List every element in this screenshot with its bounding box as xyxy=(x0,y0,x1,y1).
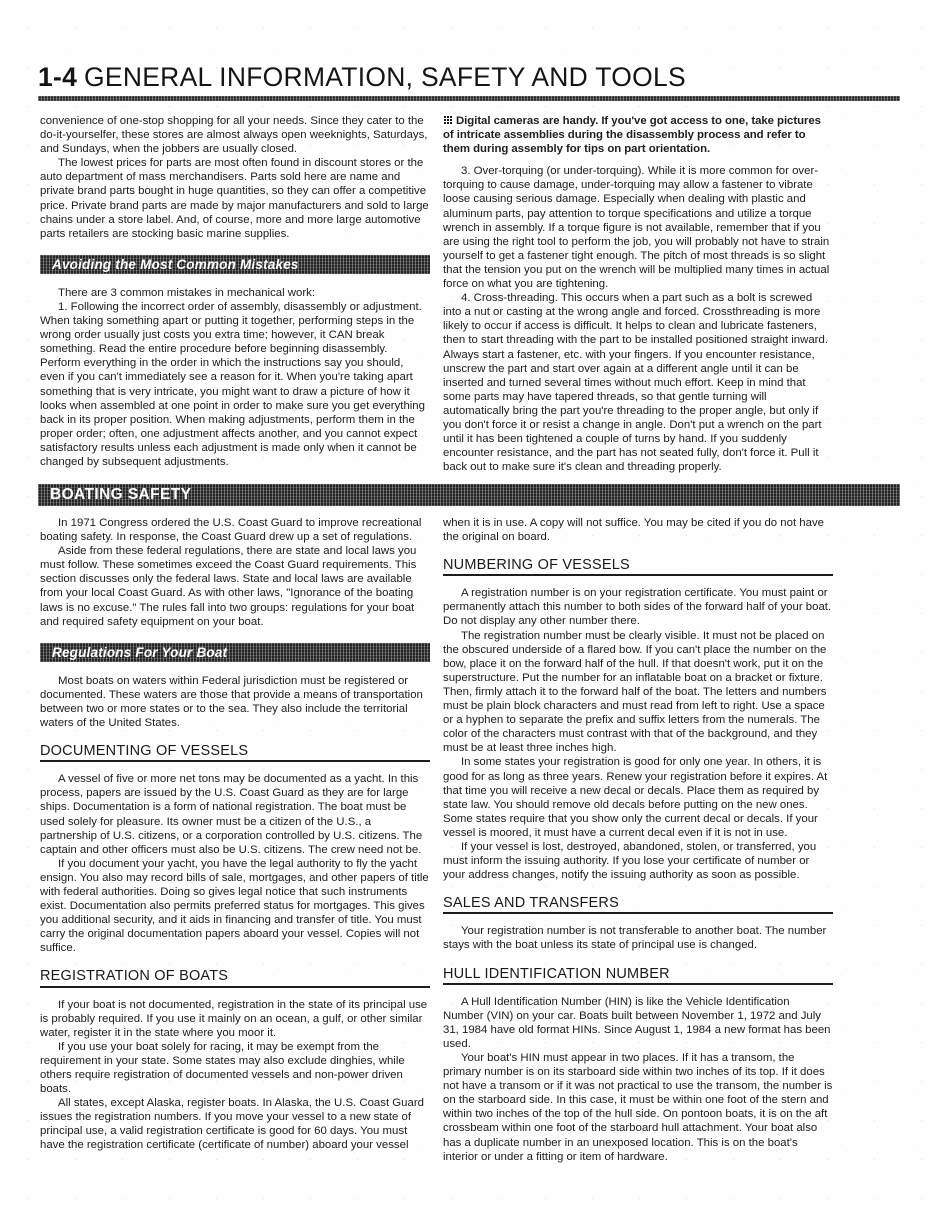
paragraph-documenting-2: If you document your yacht, you have the legal authority to fly the yacht ensign. You also may record bills of sale, mortgages, and other papers of title with federal authorities. Doing so gives legal notice that such instruments exist. Documentation also permits preferred status for mortgages. This gives you additional security, and it aids in financing and transfer of title. You must carry the original documentation papers aboard your vessel. Copies will not suffice. xyxy=(40,857,429,955)
page-header xyxy=(38,62,898,101)
paragraph-regulations-1: Most boats on waters within Federal jurisdiction must be registered or documented. These waters are those that provide a means of transportation between two or more states or to the sea. They also include the territorial waters of the United States. xyxy=(40,674,423,730)
heading-hull-identification-number: HULL IDENTIFICATION NUMBER xyxy=(443,967,833,985)
heading-registration-of-boats: REGISTRATION OF BOATS xyxy=(40,969,430,987)
paragraph-mistake-1: 1. Following the incorrect order of assembly, disassembly or adjustment. When taking something apart or putting it together, performing steps in the wrong order usually just costs you extra time; however, it CAN break something. Read the entire procedure before beginning disassembly. Perform everything in the order in which the instructions say you should, even if you can't immediately see a reason for it. When you're taking apart something that is very intricate, you might want to draw a picture of how it looks when assembled at one point in order to make sure you get everything back in its proper position. When making adjustments, perform them in the proper order; often, one adjustment affects another, and you cannot expect satisfactory results unless each adjustment is made only when it cannot be changed by subsequent adjustments. xyxy=(40,300,425,468)
paragraph-numbering-2: The registration number must be clearly visible. It must not be placed on the obscured underside of a flared bow. If you can't place the number on the bow, place it on the forward half of the hull. If that doesn't work, put it on the superstructure. Put the number for an inflatable boat on a bracket or fixture. Then, firmly attach it to the forward half of the boat. The letters and numbers must be plain block characters and must read from left to right. Use a space or a hyphen to separate the prefix and suffix letters from the numerals. The color of the characters must contrast with that of the background, and they must be at least three inches high. xyxy=(443,629,827,755)
heading-sales-and-transfers: SALES AND TRANSFERS xyxy=(443,896,833,914)
page-title xyxy=(38,62,881,93)
paragraph-registration-carryover: when it is in use. A copy will not suffice. You may be cited if you do not have the original on board. xyxy=(443,517,824,544)
paragraph-numbering-3: In some states your registration is good for only one year. In others, it is good for as long as three years. Renew your registration before it expires. At that time you will receive a new decal or decals. Place them as required by state law. You should remove old decals before putting on the new ones. Some states require that you show only the current decal or decals. If your vessel is moored, it must have a current decal even if it is not in use. xyxy=(443,756,828,839)
paragraph-boating-safety-1: In 1971 Congress ordered the U.S. Coast Guard to improve recreational boating safety. In response, the Coast Guard drew up a set of regulations. xyxy=(40,517,422,544)
paragraph-hull-2: Your boat's HIN must appear in two places. If it has a transom, the primary number is on its starboard side within two inches of its top. If it does not have a transom or if it was not practical to use the transom, the number is on the starboard side. In this case, it must be within one foot of the stern and within two inches of the top of the hull side. On pontoon boats, it is on the aft crossbeam within one foot of the starboard hull attachment. Your boat also has a duplicate number in an unexposed location. This is on the boat's interior or under a fitting or item of hardware. xyxy=(443,1052,833,1163)
right-column-upper xyxy=(443,114,833,474)
heading-numbering-of-vessels: NUMBERING OF VESSELS xyxy=(443,558,833,576)
tip-digital-cameras xyxy=(443,114,833,156)
paragraph-mistake-4: 4. Cross-threading. This occurs when a part such as a bolt is screwed into a nut or casting at the wrong angle and forced. Crossthreading is more likely to occur if access is difficult. It helps to clean and lubricate fasteners, then to start threading with the part to be installed positioned straight inward. Always start a fastener, etc. with your fingers. If you encounter resistance, unscrew the part and start over again at a different angle until it can be inserted and turned several times without much effort. Keep in mind that some parts may have tapered threads, so that gentle turning will automatically bring the part you're threading to the proper angle, but only if you don't force it or resist a change in angle. Don't put a wrench on the part until it has been tightened a couple of turns by hand. If you suddenly encounter resistance, and the part has not seated fully, don't force it. Pull it back out to make sure it's clean and threading properly. xyxy=(443,292,828,474)
left-column-upper xyxy=(40,114,430,469)
paragraph-numbering-1: A registration number is on your registration certificate. You must paint or permanently attach this number to both sides of the forward half of your boat. Do not display any other number there. xyxy=(443,587,832,628)
paragraph-hull-1: A Hull Identification Number (HIN) is like the Vehicle Identification Number (VIN) on your car. Boats built between November 1, 1972 and July 31, 1984 have old format HINs. Since August 1, 1984 a new format has been used. xyxy=(443,995,831,1050)
banner-avoiding-mistakes xyxy=(40,255,430,274)
paragraph-mistake-3: 3. Over-torquing (or under-torquing). While it is more common for over-torquing to cause damage, under-torquing may allow a fastener to vibrate loose causing serious damage. Especially when dealing with plastic and aluminum parts, pay attention to torque specifications and utilize a torque wrench in assembly. If a torque figure is not available, remember that if you are using the right tool to perform the job, you will probably not have to strain yourself to get a fastener tight enough. The pitch of most threads is so slight that the tension you put on the wrench will be multiplied many times in actual force on what you are tightening. xyxy=(443,165,830,291)
paragraph-boating-safety-2: Aside from these federal regulations, there are state and local laws you must follow. These sometimes exceed the Coast Guard requirements. This section discusses only the federal laws. State and local laws are available from your local Coast Guard. As with other laws, "Ignorance of the boating laws is no excuse." The rules fall into two groups: regulations for your boat and required safety equipment on your boat. xyxy=(40,545,417,628)
page-title-text: GENERAL INFORMATION, SAFETY AND TOOLS xyxy=(83,62,686,92)
folio-number: 1-4 xyxy=(38,62,78,92)
banner-boating-safety xyxy=(38,484,900,506)
header-rule xyxy=(38,96,900,101)
paragraph-registration-1: If your boat is not documented, registration in the state of its principal use is probably required. If you use it mainly on an ocean, a gulf, or other similar water, register it in the state where you moor it. xyxy=(40,998,428,1039)
banner-regulations-for-your-boat xyxy=(40,643,430,662)
paragraph-numbering-4: If your vessel is lost, destroyed, abandoned, stolen, or transferred, you must inform the issuing authority. If you lose your certificate of number or your address changes, notify the issuing authority as soon as possible. xyxy=(443,840,817,882)
left-column-lower xyxy=(40,516,430,1153)
right-column-lower xyxy=(443,516,833,1164)
banner-boating-safety-label: BOATING SAFETY xyxy=(50,486,192,503)
paragraph-registration-3: All states, except Alaska, register boats. In Alaska, the U.S. Coast Guard issues the registration numbers. If you move your vessel to a new state of principal use, a valid registration certificate is good for 60 days. You must have the registration certificate (certificate of number) aboard your vessel xyxy=(40,1097,424,1152)
paragraph-lowest-prices: The lowest prices for parts are most often found in discount stores or the auto department of mass merchandisers. Parts sold here are name and private brand parts bought in huge quantities, so they can offer a competitive price. Private brand parts are made by major manufacturers and sold to large chains under a store label. And, of course, more and more large automotive parts retailers are stocking basic marine supplies. xyxy=(40,157,429,240)
banner-regulations-label: Regulations For Your Boat xyxy=(52,644,228,660)
banner-avoiding-mistakes-label: Avoiding the Most Common Mistakes xyxy=(52,256,299,272)
tip-digital-cameras-text: Digital cameras are handy. If you've got access to one, take pictures of intricate assemblies during the disassembly process and refer to them during assembly for tips on part orientation. xyxy=(443,115,821,156)
paragraph-registration-2: If you use your boat solely for racing, it may be exempt from the requirement in your state. Some states may also exclude dinghies, while others require registration of documented vessels and non-power driven boats. xyxy=(40,1040,405,1096)
paragraph-three-mistakes-lead: There are 3 common mistakes in mechanical work: xyxy=(58,286,316,299)
paragraph-documenting-1: A vessel of five or more net tons may be documented as a yacht. In this process, papers are issued by the U.S. Coast Guard as they are for large ships. Documentation is a form of national registration. The boat must be used solely for pleasure. Its owner must be a citizen of the U.S., a partnership of U.S. citizens, or a corporation controlled by U.S. citizens. The captain and other officers must also be U.S. citizens. The crew need not be. xyxy=(40,773,423,856)
heading-documenting-of-vessels: DOCUMENTING OF VESSELS xyxy=(40,744,430,762)
checker-square-icon xyxy=(443,116,452,125)
paragraph-intro-continued: convenience of one-stop shopping for all your needs. Since they cater to the do-it-yourselfer, these stores are almost always open weeknights, Saturdays, and Sundays, when the jobbers are usually closed. xyxy=(40,115,428,156)
paragraph-sales-1: Your registration number is not transferable to another boat. The number stays with the boat unless its state of principal use is changed. xyxy=(443,925,827,952)
